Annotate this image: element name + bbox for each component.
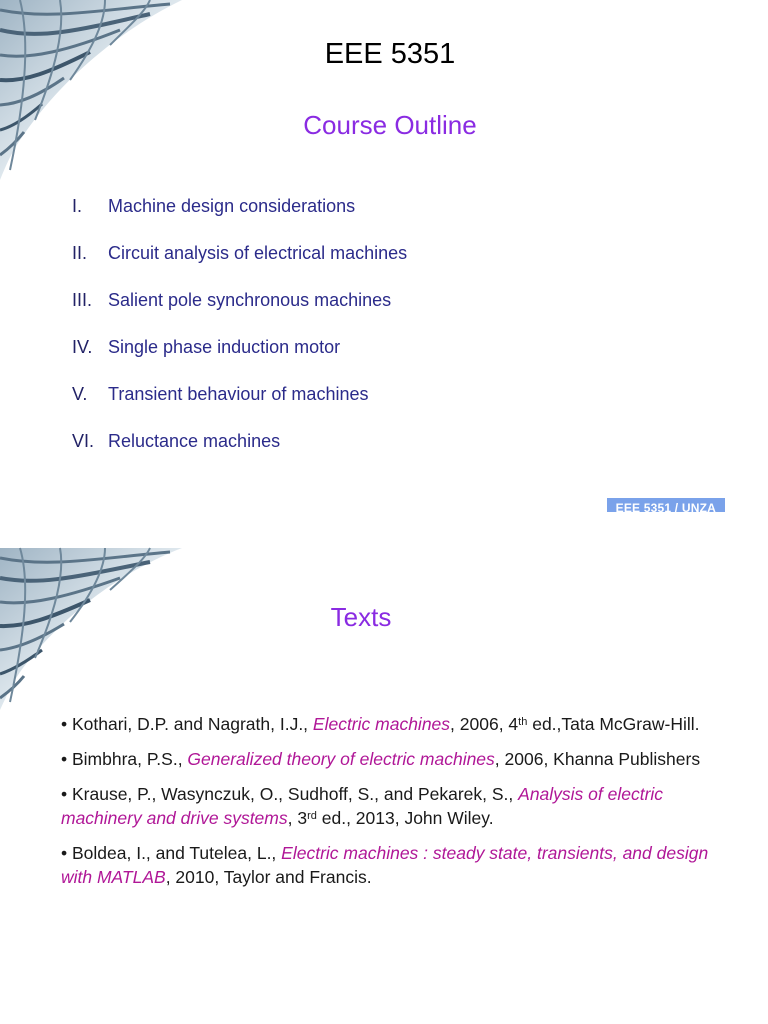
reference-item [61,712,721,736]
reference-details: , 2006, Khanna Publishers [494,749,701,769]
outline-item [72,382,407,429]
reference-authors: • Boldea, I., and Tutelea, L., [61,843,282,863]
reference-item [61,841,721,889]
outline-item [72,194,407,241]
reference-title: Analysis of electric machinery and drive systems [61,784,664,828]
reference-item [61,782,721,830]
reference-list [61,712,721,900]
reference-title: Electric machines : steady state, transients, and design with MATLAB [61,843,709,887]
course-footer-badge: EEE 5351 / UNZA [607,498,725,512]
outline-item [72,288,407,335]
outline-item [72,429,407,476]
reference-authors: • Bimbhra, P.S., [61,749,188,769]
turbine-corner-image [0,0,190,200]
reference-publisher: ed., 2013, John Wiley. [316,808,494,828]
reference-item [61,747,721,771]
outline-text: Machine design considerations [108,196,356,216]
reference-authors: • Kothari, D.P. and Nagrath, I.J., [61,714,313,734]
outline-item [72,241,407,288]
outline-numeral: III. [72,290,93,310]
reference-publisher: ed.,Tata McGraw-Hill. [527,714,700,734]
outline-numeral: VI. [72,431,95,451]
reference-details: , 3 [287,808,308,828]
reference-title: Generalized theory of electric machines [187,749,495,769]
reference-superscript: rd [307,810,317,822]
outline-text: Reluctance machines [108,431,281,451]
course-code-title: EEE 5351 [324,38,456,70]
outline-text: Salient pole synchronous machines [108,290,392,310]
outline-text: Single phase induction motor [108,337,341,357]
outline-text: Transient behaviour of machines [108,384,369,404]
course-outline-heading: Course Outline [303,110,477,140]
reference-details: , 2006, 4 [450,714,519,734]
reference-title: Electric machines [312,714,451,734]
outline-text: Circuit analysis of electrical machines [108,243,408,263]
reference-superscript: th [518,716,528,728]
outline-numeral: I. [72,196,83,216]
outline-numeral: II. [72,243,88,263]
outline-list [72,194,407,476]
reference-details: , 2010, Taylor and Francis. [165,867,372,887]
texts-heading: Texts [330,602,392,632]
outline-numeral: IV. [72,337,93,357]
outline-item [72,335,407,382]
slide-texts [0,512,768,1024]
reference-authors: • Krause, P., Wasynczuk, O., Sudhoff, S., and Pekarek, S., [61,784,519,804]
outline-numeral: V. [72,384,88,404]
